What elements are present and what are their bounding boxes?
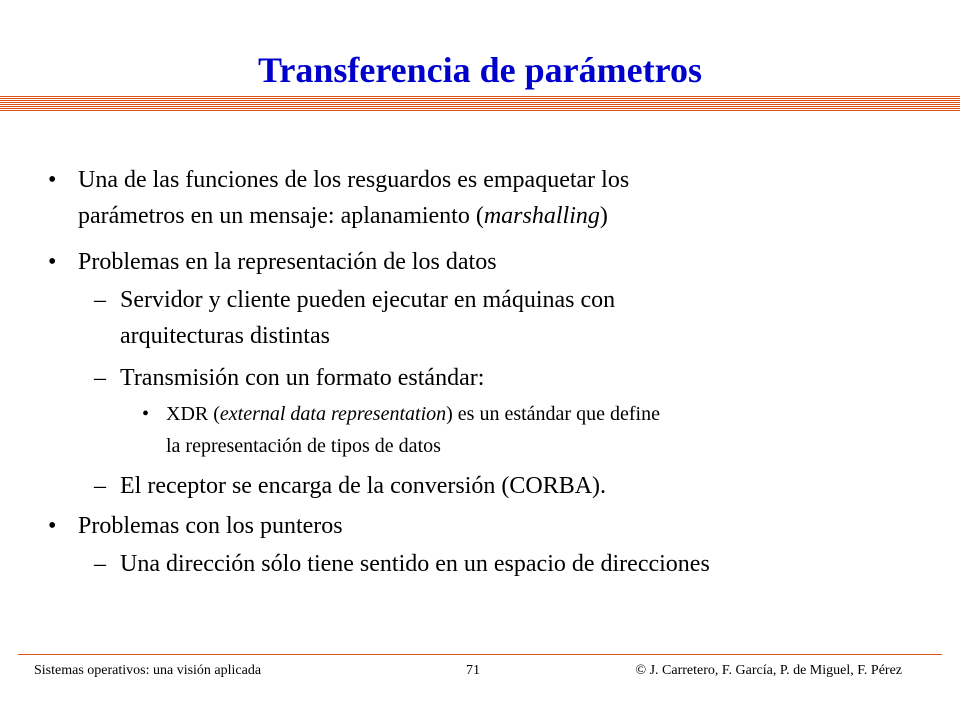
bullet-marker: • [48,249,57,275]
bullet-1-line-2: parámetros en un mensaje: aplanamiento (marshalling) [78,203,608,229]
bullet-1-line-1: Una de las funciones de los resguardos es empaquetar los [78,167,630,193]
footer-divider [18,654,942,655]
xdr-term: external data representation [219,403,447,425]
bullet-marker: • [48,167,57,193]
dash-marker: – [94,287,106,313]
footer-book-title: Sistemas operativos: una visión aplicada [34,663,262,678]
bullet-2-line-1: Problemas en la representación de los datos [78,249,497,275]
bullet-2-sub-1-line-2: arquitecturas distintas [120,323,330,349]
xdr-line-2: la representación de tipos de datos [166,435,441,457]
bullet-2-sub-3-line-1: El receptor se encarga de la conversión (CORBA). [120,473,607,499]
footer-authors: © J. Carretero, F. García, P. de Miguel, F. Pérez [635,663,902,678]
dash-marker: – [94,551,106,577]
bullet-2-sub-1-line-1: Servidor y cliente pueden ejecutar en máquinas con [120,287,616,313]
marshalling-term: marshalling [483,203,600,229]
bullet-3-sub-1-line-1: Una dirección sólo tiene sentido en un espacio de direcciones [120,551,710,577]
bullet-3-line-1: Problemas con los punteros [78,513,343,539]
dash-marker: – [94,473,106,499]
bullet-marker: • [142,403,150,425]
bullet-marker: • [48,513,57,539]
xdr-line-1: XDR (external data representation) es un estándar que define [166,403,660,425]
footer-page-number: 71 [466,663,480,678]
page-title: Transferencia de parámetros [258,50,702,90]
bullet-2-sub-2-line-1: Transmisión con un formato estándar: [120,365,485,391]
dash-marker: – [94,365,106,391]
title-divider [0,96,960,112]
